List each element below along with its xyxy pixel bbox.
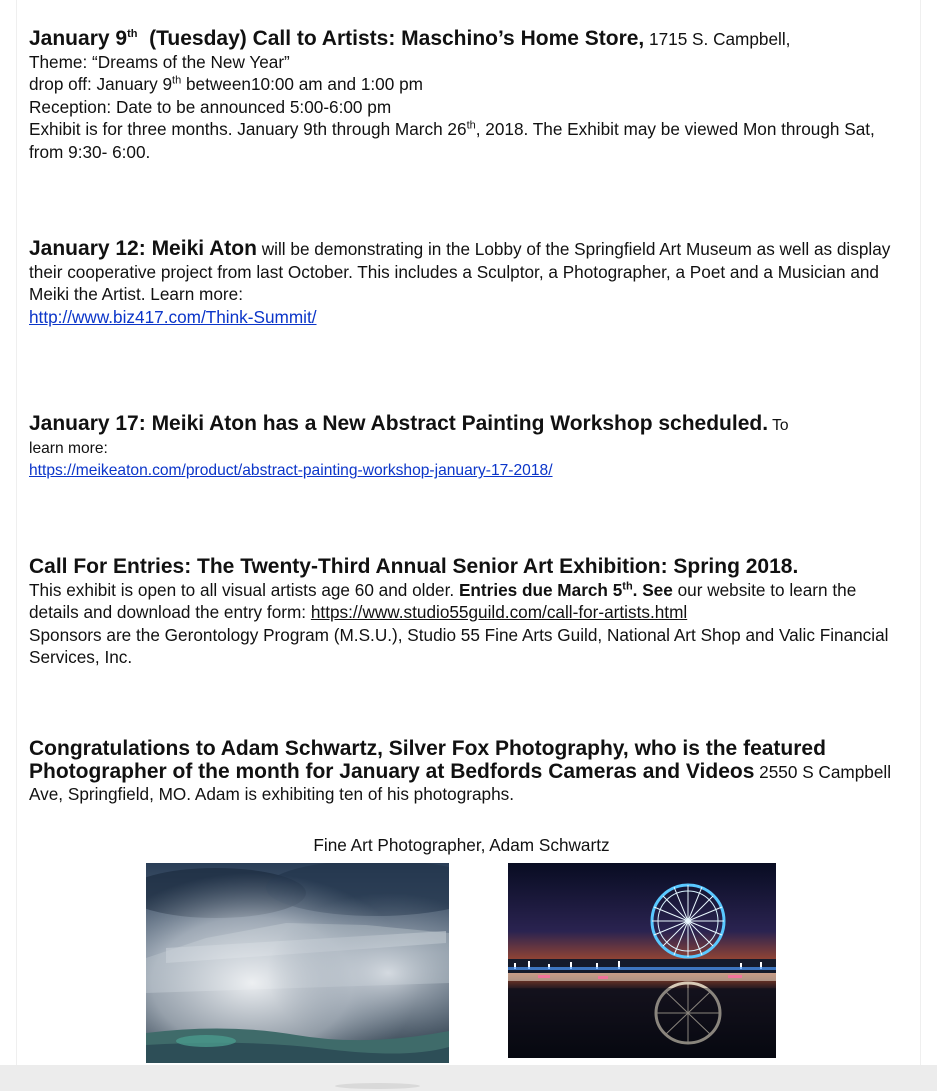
event-title: January 9th (Tuesday) Call to Artists: Maschino’s Home Store, — [29, 27, 645, 50]
ferris-wheel — [652, 885, 724, 957]
event-meiki-demo — [29, 238, 909, 328]
think-summit-link[interactable]: http://www.biz417.com/Think-Summit/ — [29, 306, 317, 327]
event-dropoff: drop off: January 9th between10:00 am and 1:00 pm — [29, 74, 423, 95]
event-title: Call For Entries: The Twenty-Third Annual Senior Art Exhibition: Spring 2018. — [29, 555, 799, 578]
event-address: 1715 S. Campbell, — [644, 29, 791, 49]
event-title: January 17: Meiki Aton has a New Abstract Painting Workshop scheduled. — [29, 412, 769, 435]
event-description: 2550 S Campbell Ave, Springfield, MO. Adam is exhibiting ten of his photographs. — [29, 761, 892, 805]
event-maschinos-call — [29, 28, 909, 164]
event-theme: Theme: “Dreams of the New Year” — [29, 51, 290, 72]
event-description: This exhibit is open to all visual artists age 60 and older. Entries due March 5th. See our website to learn the details and download the entry form: https://www.studio55guild.com/call-for-artists.html — [29, 579, 857, 623]
studio55-link[interactable]: https://www.studio55guild.com/call-for-artists.html — [310, 602, 688, 623]
photo-caption: Fine Art Photographer, Adam Schwartz — [313, 835, 610, 855]
scroll-indicator — [335, 1083, 420, 1089]
event-reception: Reception: Date to be announced 5:00-6:00 pm — [29, 96, 392, 117]
event-title: Congratulations to Adam Schwartz, Silver Fox Photography, who is the featured Photographer of the month for January at Bedfords Cameras and Videos — [29, 737, 826, 783]
workshop-link[interactable]: https://meikeaton.com/product/abstract-painting-workshop-january-17-2018/ — [29, 462, 553, 480]
page-bottom-edge — [0, 1065, 937, 1091]
ferris-wheel-night-photo — [508, 863, 776, 1058]
featured-photographer — [29, 738, 909, 806]
event-description: To — [768, 417, 789, 434]
event-description: will be demonstrating in the Lobby of the Springfield Art Museum as well as display their cooperative project from last October. This includes a Sculptor, a Photographer, a Poet and a Musician and Meiki the Artist. Learn more: — [29, 239, 891, 305]
waterfall-mist-photo — [146, 863, 449, 1063]
event-abstract-workshop — [29, 413, 909, 481]
event-exhibit-details: Exhibit is for three months. January 9th through March 26th, 2018. The Exhibit may be viewed Mon through Sat, from 9:30- 6:00. — [29, 119, 875, 162]
call-for-entries — [29, 556, 909, 669]
event-sponsors: Sponsors are the Gerontology Program (M.S.U.), Studio 55 Fine Arts Guild, National Art Shop and Valic Financial Services, Inc. — [29, 624, 889, 668]
event-title: January 12: Meiki Aton — [29, 237, 257, 260]
learn-more-label: learn more: — [29, 439, 108, 457]
